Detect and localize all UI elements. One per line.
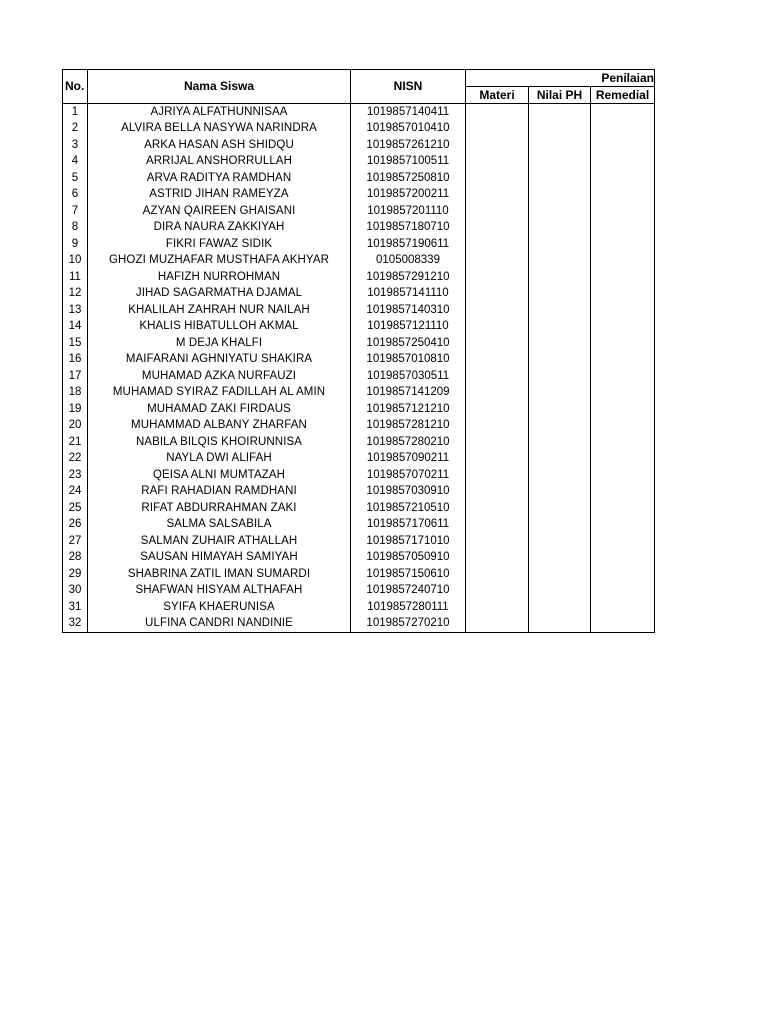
cell-no: 6: [63, 187, 88, 204]
cell-nilai-ph[interactable]: [529, 137, 591, 154]
cell-remedial[interactable]: [591, 583, 655, 600]
cell-materi[interactable]: [466, 335, 529, 352]
cell-nisn: 1019857190611: [351, 236, 466, 253]
cell-remedial[interactable]: [591, 121, 655, 138]
student-row: [63, 154, 655, 171]
cell-remedial[interactable]: [591, 269, 655, 286]
cell-nisn: 1019857240710: [351, 583, 466, 600]
cell-nilai-ph[interactable]: [529, 566, 591, 583]
cell-no: 12: [63, 286, 88, 303]
cell-materi[interactable]: [466, 451, 529, 468]
student-row: [63, 500, 655, 517]
cell-no: 27: [63, 533, 88, 550]
cell-nilai-ph[interactable]: [529, 599, 591, 616]
cell-remedial[interactable]: [591, 385, 655, 402]
cell-no: 28: [63, 550, 88, 567]
cell-no: 31: [63, 599, 88, 616]
cell-nisn: 1019857050910: [351, 550, 466, 567]
cell-nisn: 1019857280210: [351, 434, 466, 451]
cell-materi[interactable]: [466, 302, 529, 319]
cell-nisn: 1019857281210: [351, 418, 466, 435]
cell-no: 10: [63, 253, 88, 270]
cell-student-name: MUHAMMAD ALBANY ZHARFAN: [88, 418, 351, 435]
student-row: [63, 599, 655, 616]
cell-no: 25: [63, 500, 88, 517]
cell-nilai-ph[interactable]: [529, 500, 591, 517]
cell-nilai-ph[interactable]: [529, 467, 591, 484]
cell-nilai-ph[interactable]: [529, 236, 591, 253]
cell-nisn: 1019857090211: [351, 451, 466, 468]
cell-student-name: DIRA NAURA ZAKKIYAH: [88, 220, 351, 237]
cell-nilai-ph[interactable]: [529, 319, 591, 336]
cell-no: 9: [63, 236, 88, 253]
student-row: [63, 616, 655, 633]
cell-nisn: 1019857121110: [351, 319, 466, 336]
cell-student-name: MUHAMAD AZKA NURFAUZI: [88, 368, 351, 385]
cell-student-name: NABILA BILQIS KHOIRUNNISA: [88, 434, 351, 451]
cell-student-name: KHALIS HIBATULLOH AKMAL: [88, 319, 351, 336]
cell-nilai-ph[interactable]: [529, 302, 591, 319]
cell-student-name: MUHAMAD ZAKI FIRDAUS: [88, 401, 351, 418]
student-row: [63, 517, 655, 534]
cell-student-name: SYIFA KHAERUNISA: [88, 599, 351, 616]
cell-nilai-ph[interactable]: [529, 368, 591, 385]
student-row: [63, 187, 655, 204]
cell-student-name: ARRIJAL ANSHORRULLAH: [88, 154, 351, 171]
cell-student-name: ARKA HASAN ASH SHIDQU: [88, 137, 351, 154]
student-row: [63, 451, 655, 468]
cell-remedial[interactable]: [591, 566, 655, 583]
student-row: [63, 203, 655, 220]
cell-no: 17: [63, 368, 88, 385]
cell-nisn: 1019857250810: [351, 170, 466, 187]
cell-remedial[interactable]: [591, 500, 655, 517]
student-row: [63, 319, 655, 336]
student-row: [63, 302, 655, 319]
cell-remedial[interactable]: [591, 352, 655, 369]
cell-materi[interactable]: [466, 253, 529, 270]
cell-student-name: ASTRID JIHAN RAMEYZA: [88, 187, 351, 204]
student-row: [63, 467, 655, 484]
cell-nilai-ph[interactable]: [529, 517, 591, 534]
cell-nilai-ph[interactable]: [529, 533, 591, 550]
cell-remedial[interactable]: [591, 286, 655, 303]
header-materi: Materi: [466, 87, 529, 104]
cell-nilai-ph[interactable]: [529, 484, 591, 501]
cell-materi[interactable]: [466, 319, 529, 336]
cell-student-name: SHABRINA ZATIL IMAN SUMARDI: [88, 566, 351, 583]
cell-remedial[interactable]: [591, 484, 655, 501]
student-row: [63, 137, 655, 154]
cell-remedial[interactable]: [591, 154, 655, 171]
cell-nisn: 1019857280111: [351, 599, 466, 616]
cell-nisn: 1019857030511: [351, 368, 466, 385]
cell-materi[interactable]: [466, 368, 529, 385]
cell-nisn: 1019857141209: [351, 385, 466, 402]
cell-student-name: ALVIRA BELLA NASYWA NARINDRA: [88, 121, 351, 138]
cell-nilai-ph[interactable]: [529, 220, 591, 237]
cell-no: 30: [63, 583, 88, 600]
cell-remedial[interactable]: [591, 616, 655, 633]
cell-remedial[interactable]: [591, 599, 655, 616]
student-row: [63, 269, 655, 286]
cell-no: 13: [63, 302, 88, 319]
student-row: [63, 418, 655, 435]
cell-no: 2: [63, 121, 88, 138]
cell-nisn: 1019857010410: [351, 121, 466, 138]
student-row: [63, 533, 655, 550]
cell-materi[interactable]: [466, 352, 529, 369]
cell-materi[interactable]: [466, 121, 529, 138]
cell-student-name: FIKRI FAWAZ SIDIK: [88, 236, 351, 253]
cell-nilai-ph[interactable]: [529, 418, 591, 435]
cell-materi[interactable]: [466, 467, 529, 484]
cell-materi[interactable]: [466, 517, 529, 534]
cell-nilai-ph[interactable]: [529, 104, 591, 121]
cell-materi[interactable]: [466, 187, 529, 204]
student-row: [63, 566, 655, 583]
cell-no: 29: [63, 566, 88, 583]
cell-no: 14: [63, 319, 88, 336]
cell-materi[interactable]: [466, 385, 529, 402]
cell-student-name: SHAFWAN HISYAM ALTHAFAH: [88, 583, 351, 600]
cell-no: 8: [63, 220, 88, 237]
cell-no: 11: [63, 269, 88, 286]
cell-remedial[interactable]: [591, 550, 655, 567]
student-row: [63, 121, 655, 138]
cell-no: 18: [63, 385, 88, 402]
cell-materi[interactable]: [466, 137, 529, 154]
cell-no: 23: [63, 467, 88, 484]
cell-student-name: MAIFARANI AGHNIYATU SHAKIRA: [88, 352, 351, 369]
cell-student-name: M DEJA KHALFI: [88, 335, 351, 352]
cell-no: 5: [63, 170, 88, 187]
cell-remedial[interactable]: [591, 236, 655, 253]
cell-remedial[interactable]: [591, 137, 655, 154]
cell-remedial[interactable]: [591, 401, 655, 418]
student-row: [63, 583, 655, 600]
cell-student-name: ULFINA CANDRI NANDINIE: [88, 616, 351, 633]
cell-nisn: 1019857180710: [351, 220, 466, 237]
student-row: [63, 104, 655, 121]
cell-nilai-ph[interactable]: [529, 170, 591, 187]
cell-nisn: 1019857170611: [351, 517, 466, 534]
cell-nilai-ph[interactable]: [529, 583, 591, 600]
cell-remedial[interactable]: [591, 434, 655, 451]
cell-nilai-ph[interactable]: [529, 451, 591, 468]
student-row: [63, 352, 655, 369]
cell-no: 26: [63, 517, 88, 534]
cell-student-name: RAFI RAHADIAN RAMDHANI: [88, 484, 351, 501]
cell-nilai-ph[interactable]: [529, 286, 591, 303]
cell-no: 15: [63, 335, 88, 352]
header-penilaian: Penilaian: [466, 70, 655, 87]
cell-nilai-ph[interactable]: [529, 203, 591, 220]
cell-materi[interactable]: [466, 533, 529, 550]
cell-nisn: 0105008339: [351, 253, 466, 270]
cell-nisn: 1019857250410: [351, 335, 466, 352]
cell-remedial[interactable]: [591, 104, 655, 121]
cell-student-name: AZYAN QAIREEN GHAISANI: [88, 203, 351, 220]
cell-nilai-ph[interactable]: [529, 550, 591, 567]
cell-materi[interactable]: [466, 286, 529, 303]
cell-materi[interactable]: [466, 269, 529, 286]
cell-remedial[interactable]: [591, 203, 655, 220]
cell-nilai-ph[interactable]: [529, 401, 591, 418]
cell-nisn: 1019857171010: [351, 533, 466, 550]
cell-nilai-ph[interactable]: [529, 385, 591, 402]
cell-nisn: 1019857140310: [351, 302, 466, 319]
student-row: [63, 434, 655, 451]
cell-student-name: AJRIYA ALFATHUNNISAA: [88, 104, 351, 121]
cell-student-name: HAFIZH NURROHMAN: [88, 269, 351, 286]
cell-nilai-ph[interactable]: [529, 434, 591, 451]
cell-nilai-ph[interactable]: [529, 154, 591, 171]
student-row: [63, 550, 655, 567]
cell-no: 1: [63, 104, 88, 121]
header-row-top: [63, 70, 655, 87]
cell-student-name: RIFAT ABDURRAHMAN ZAKI: [88, 500, 351, 517]
cell-remedial[interactable]: [591, 335, 655, 352]
cell-materi[interactable]: [466, 154, 529, 171]
cell-nisn: 1019857200211: [351, 187, 466, 204]
header-remedial: Remedial: [591, 87, 655, 104]
cell-remedial[interactable]: [591, 253, 655, 270]
cell-materi[interactable]: [466, 566, 529, 583]
cell-materi[interactable]: [466, 401, 529, 418]
table-body: [63, 104, 655, 633]
cell-nisn: 1019857121210: [351, 401, 466, 418]
cell-no: 22: [63, 451, 88, 468]
cell-nilai-ph[interactable]: [529, 121, 591, 138]
cell-materi[interactable]: [466, 583, 529, 600]
cell-no: 19: [63, 401, 88, 418]
cell-nisn: 1019857140411: [351, 104, 466, 121]
cell-student-name: JIHAD SAGARMATHA DJAMAL: [88, 286, 351, 303]
student-row: [63, 236, 655, 253]
student-row: [63, 220, 655, 237]
cell-nisn: 1019857210510: [351, 500, 466, 517]
cell-nisn: 1019857100511: [351, 154, 466, 171]
cell-remedial[interactable]: [591, 517, 655, 534]
student-row: [63, 385, 655, 402]
cell-remedial[interactable]: [591, 170, 655, 187]
cell-student-name: NAYLA DWI ALIFAH: [88, 451, 351, 468]
cell-nisn: 1019857070211: [351, 467, 466, 484]
student-row: [63, 401, 655, 418]
cell-remedial[interactable]: [591, 467, 655, 484]
cell-no: 21: [63, 434, 88, 451]
cell-no: 16: [63, 352, 88, 369]
cell-materi[interactable]: [466, 484, 529, 501]
student-row: [63, 253, 655, 270]
header-nisn: NISN: [351, 70, 466, 104]
student-row: [63, 170, 655, 187]
cell-no: 4: [63, 154, 88, 171]
student-assessment-table: [62, 69, 655, 633]
cell-nilai-ph[interactable]: [529, 269, 591, 286]
cell-student-name: KHALILAH ZAHRAH NUR NAILAH: [88, 302, 351, 319]
cell-remedial[interactable]: [591, 451, 655, 468]
cell-materi[interactable]: [466, 170, 529, 187]
cell-materi[interactable]: [466, 418, 529, 435]
cell-materi[interactable]: [466, 220, 529, 237]
cell-student-name: ARVA RADITYA RAMDHAN: [88, 170, 351, 187]
header-no: No.: [63, 70, 88, 104]
cell-materi[interactable]: [466, 550, 529, 567]
cell-nisn: 1019857270210: [351, 616, 466, 633]
cell-no: 20: [63, 418, 88, 435]
cell-remedial[interactable]: [591, 187, 655, 204]
cell-remedial[interactable]: [591, 220, 655, 237]
table-header: [63, 70, 655, 104]
cell-nisn: 1019857261210: [351, 137, 466, 154]
cell-remedial[interactable]: [591, 368, 655, 385]
cell-no: 32: [63, 616, 88, 633]
cell-nisn: 1019857030910: [351, 484, 466, 501]
header-student-name: Nama Siswa: [88, 70, 351, 104]
cell-materi[interactable]: [466, 104, 529, 121]
cell-student-name: SAUSAN HIMAYAH SAMIYAH: [88, 550, 351, 567]
student-row: [63, 484, 655, 501]
student-row: [63, 286, 655, 303]
cell-no: 7: [63, 203, 88, 220]
cell-materi[interactable]: [466, 599, 529, 616]
cell-remedial[interactable]: [591, 418, 655, 435]
cell-materi[interactable]: [466, 616, 529, 633]
cell-student-name: QEISA ALNI MUMTAZAH: [88, 467, 351, 484]
student-row: [63, 335, 655, 352]
cell-no: 24: [63, 484, 88, 501]
cell-remedial[interactable]: [591, 302, 655, 319]
cell-nilai-ph[interactable]: [529, 187, 591, 204]
student-row: [63, 368, 655, 385]
cell-student-name: MUHAMAD SYIRAZ FADILLAH AL AMIN: [88, 385, 351, 402]
cell-nisn: 1019857010810: [351, 352, 466, 369]
cell-student-name: GHOZI MUZHAFAR MUSTHAFA AKHYAR: [88, 253, 351, 270]
header-nilai-ph: Nilai PH: [529, 87, 591, 104]
cell-nisn: 1019857150610: [351, 566, 466, 583]
cell-nisn: 1019857291210: [351, 269, 466, 286]
cell-student-name: SALMA SALSABILA: [88, 517, 351, 534]
cell-materi[interactable]: [466, 236, 529, 253]
cell-nisn: 1019857201110: [351, 203, 466, 220]
cell-materi[interactable]: [466, 203, 529, 220]
cell-student-name: SALMAN ZUHAIR ATHALLAH: [88, 533, 351, 550]
cell-materi[interactable]: [466, 500, 529, 517]
cell-remedial[interactable]: [591, 319, 655, 336]
cell-nilai-ph[interactable]: [529, 616, 591, 633]
cell-nilai-ph[interactable]: [529, 335, 591, 352]
cell-nilai-ph[interactable]: [529, 253, 591, 270]
cell-nisn: 1019857141110: [351, 286, 466, 303]
cell-remedial[interactable]: [591, 533, 655, 550]
cell-nilai-ph[interactable]: [529, 352, 591, 369]
cell-no: 3: [63, 137, 88, 154]
cell-materi[interactable]: [466, 434, 529, 451]
